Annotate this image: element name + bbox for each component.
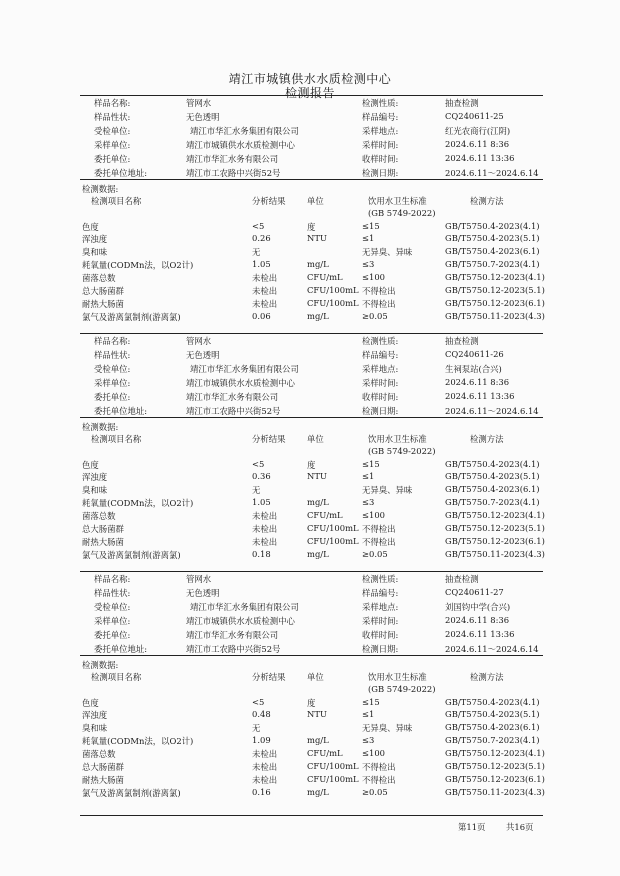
value-sampling-unit: 靖江市城镇供水水质检测中心 (186, 378, 295, 388)
row-method: GB/T5750.4-2023(4.1) (445, 459, 540, 469)
value-sample-name: 管网水 (186, 574, 212, 584)
value-test-date: 2024.6.11～2024.6.14 (445, 406, 539, 416)
value-sampling-location: 红光农商行(江阴) (445, 126, 511, 136)
row-standard: 不得检出 (362, 775, 396, 785)
label-test-date: 检测日期: (362, 644, 399, 654)
value-client-unit: 靖江市华汇水务有限公司 (186, 154, 279, 164)
label-entrusted-unit: 受检单位: (94, 602, 131, 612)
value-sampling-time: 2024.6.11 8:36 (445, 377, 510, 387)
row-result: 0.36 (252, 471, 271, 481)
label-sampling-unit: 采样单位: (94, 616, 131, 626)
row-result: 无 (252, 247, 261, 257)
value-test-property: 抽查检测 (445, 98, 479, 108)
test-data-label: 检测数据: (82, 660, 119, 670)
row-item: 总大肠菌群 (82, 524, 124, 534)
row-standard: ≤100 (362, 510, 386, 520)
section-bottom-rule (80, 815, 543, 816)
value-entrusted-unit: 靖江市华汇水务集团有限公司 (190, 364, 299, 374)
row-result: 1.05 (252, 497, 271, 507)
section-info-rule (80, 179, 543, 180)
row-item: 浑浊度 (82, 234, 108, 244)
row-item: 氯气及游离氯制剂(游离氯) (82, 312, 181, 322)
report-org-title: 靖江市城镇供水水质检测中心 (228, 72, 392, 86)
value-sample-no: CQ240611-25 (445, 111, 504, 121)
row-unit: 度 (307, 222, 316, 232)
row-result: 未检出 (252, 511, 278, 521)
col-header-result: 分析结果 (252, 434, 286, 444)
label-test-property: 检测性质: (362, 98, 399, 108)
row-method: GB/T5750.4-2023(5.1) (445, 471, 540, 481)
value-test-property: 抽查检测 (445, 336, 479, 346)
label-sample-property: 样品性状: (94, 112, 131, 122)
label-sample-name: 样品名称: (94, 574, 131, 584)
col-header-method: 检测方法 (470, 434, 504, 444)
row-result: 无 (252, 485, 261, 495)
row-unit: CFU/100mL (307, 536, 359, 546)
value-sampling-location: 刘国钧中学(合兴) (445, 602, 511, 612)
row-item: 耐热大肠菌 (82, 775, 124, 785)
label-entrusted-unit: 受检单位: (94, 126, 131, 136)
value-sample-property: 无色透明 (186, 350, 220, 360)
col-header-item: 检测项目名称 (91, 672, 142, 682)
row-standard: ≤15 (362, 459, 380, 469)
label-sample-no: 样品编号: (362, 112, 399, 122)
row-item: 臭和味 (82, 247, 108, 257)
label-entrusted-unit: 受检单位: (94, 364, 131, 374)
row-method: GB/T5750.4-2023(4.1) (445, 697, 540, 707)
row-method: GB/T5750.4-2023(5.1) (445, 709, 540, 719)
section-info-rule (80, 655, 543, 656)
section-top-rule (80, 95, 543, 96)
value-entrusted-unit: 靖江市华汇水务集团有限公司 (190, 126, 299, 136)
row-method: GB/T5750.7-2023(4.1) (445, 497, 540, 507)
row-result: 未检出 (252, 286, 278, 296)
value-sampling-location: 生祠泵站(合兴) (445, 364, 502, 374)
row-unit: 度 (307, 460, 316, 470)
value-client-unit: 靖江市华汇水务有限公司 (186, 392, 279, 402)
row-method: GB/T5750.11-2023(4.3) (445, 549, 545, 559)
value-receive-time: 2024.6.11 13:36 (445, 153, 515, 163)
row-method: GB/T5750.7-2023(4.1) (445, 735, 540, 745)
row-standard: ≤3 (362, 259, 375, 269)
label-client-unit: 委托单位: (94, 630, 131, 640)
row-result: 未检出 (252, 537, 278, 547)
col-header-standard-code: (GB 5749-2022) (368, 684, 436, 694)
row-method: GB/T5750.7-2023(4.1) (445, 259, 540, 269)
label-test-date: 检测日期: (362, 168, 399, 178)
row-unit: NTU (307, 233, 327, 243)
col-header-result: 分析结果 (252, 196, 286, 206)
label-receive-time: 收样时间: (362, 392, 399, 402)
row-unit: mg/L (307, 311, 329, 321)
row-result: <5 (252, 459, 265, 469)
row-method: GB/T5750.4-2023(5.1) (445, 233, 540, 243)
row-item: 菌落总数 (82, 511, 116, 521)
label-sampling-time: 采样时间: (362, 616, 399, 626)
row-method: GB/T5750.12-2023(4.1) (445, 272, 545, 282)
row-result: 未检出 (252, 524, 278, 534)
value-test-date: 2024.6.11～2024.6.14 (445, 644, 539, 654)
page-total: 共16页 (506, 822, 534, 832)
row-method: GB/T5750.12-2023(5.1) (445, 523, 545, 533)
row-standard: ≤1 (362, 709, 375, 719)
row-method: GB/T5750.4-2023(6.1) (445, 722, 540, 732)
row-unit: mg/L (307, 549, 329, 559)
row-unit: CFU/mL (307, 748, 343, 758)
row-method: GB/T5750.4-2023(6.1) (445, 246, 540, 256)
label-sampling-location: 采样地点: (362, 126, 399, 136)
row-standard: ≤100 (362, 748, 386, 758)
label-test-property: 检测性质: (362, 336, 399, 346)
row-item: 色度 (82, 222, 99, 232)
label-receive-time: 收样时间: (362, 154, 399, 164)
row-method: GB/T5750.12-2023(4.1) (445, 748, 545, 758)
row-item: 氯气及游离氯制剂(游离氯) (82, 788, 181, 798)
row-standard: ≤100 (362, 272, 386, 282)
label-sample-name: 样品名称: (94, 336, 131, 346)
label-sampling-unit: 采样单位: (94, 378, 131, 388)
row-result: 0.06 (252, 311, 271, 321)
value-sampling-time: 2024.6.11 8:36 (445, 615, 510, 625)
col-header-standard-code: (GB 5749-2022) (368, 446, 436, 456)
label-test-date: 检测日期: (362, 406, 399, 416)
value-test-property: 抽查检测 (445, 574, 479, 584)
col-header-unit: 单位 (307, 672, 324, 682)
row-item: 总大肠菌群 (82, 286, 124, 296)
row-standard: ≤15 (362, 221, 380, 231)
row-unit: NTU (307, 709, 327, 719)
row-item: 氯气及游离氯制剂(游离氯) (82, 550, 181, 560)
value-client-address: 靖江市工农路中兴街52号 (186, 406, 281, 416)
row-unit: CFU/100mL (307, 298, 359, 308)
label-sampling-time: 采样时间: (362, 140, 399, 150)
row-method: GB/T5750.11-2023(4.3) (445, 787, 545, 797)
label-client-address: 委托单位地址: (94, 406, 148, 416)
row-item: 耗氧量(CODMn法，以O2计) (82, 260, 194, 270)
label-sample-no: 样品编号: (362, 588, 399, 598)
row-standard: 无异臭、异味 (362, 247, 413, 257)
label-test-property: 检测性质: (362, 574, 399, 584)
section-info-rule (80, 417, 543, 418)
value-sample-property: 无色透明 (186, 112, 220, 122)
value-sample-property: 无色透明 (186, 588, 220, 598)
row-unit: mg/L (307, 259, 329, 269)
row-unit: CFU/100mL (307, 523, 359, 533)
value-receive-time: 2024.6.11 13:36 (445, 391, 515, 401)
row-method: GB/T5750.12-2023(6.1) (445, 536, 545, 546)
value-sample-name: 管网水 (186, 336, 212, 346)
row-item: 浑浊度 (82, 472, 108, 482)
row-item: 耐热大肠菌 (82, 537, 124, 547)
row-item: 菌落总数 (82, 749, 116, 759)
value-sample-no: CQ240611-26 (445, 349, 504, 359)
row-standard: 无异臭、异味 (362, 723, 413, 733)
row-item: 臭和味 (82, 723, 108, 733)
test-data-label: 检测数据: (82, 184, 119, 194)
row-item: 耗氧量(CODMn法，以O2计) (82, 498, 194, 508)
label-sampling-unit: 采样单位: (94, 140, 131, 150)
row-result: 1.09 (252, 735, 271, 745)
row-method: GB/T5750.12-2023(6.1) (445, 774, 545, 784)
row-item: 耐热大肠菌 (82, 299, 124, 309)
row-item: 菌落总数 (82, 273, 116, 283)
col-header-item: 检测项目名称 (91, 196, 142, 206)
page-number: 第11页 (458, 822, 486, 832)
label-sample-name: 样品名称: (94, 98, 131, 108)
row-method: GB/T5750.11-2023(4.3) (445, 311, 545, 321)
value-receive-time: 2024.6.11 13:36 (445, 629, 515, 639)
row-standard: ≤1 (362, 471, 375, 481)
col-header-standard: 饮用水卫生标准 (368, 196, 427, 206)
row-item: 耗氧量(CODMn法，以O2计) (82, 736, 194, 746)
value-client-unit: 靖江市华汇水务有限公司 (186, 630, 279, 640)
section-top-rule (80, 333, 543, 334)
row-standard: 无异臭、异味 (362, 485, 413, 495)
row-result: <5 (252, 221, 265, 231)
row-method: GB/T5750.12-2023(4.1) (445, 510, 545, 520)
row-unit: NTU (307, 471, 327, 481)
col-header-unit: 单位 (307, 434, 324, 444)
row-result: 0.48 (252, 709, 271, 719)
row-standard: ≤1 (362, 233, 375, 243)
label-sampling-time: 采样时间: (362, 378, 399, 388)
col-header-method: 检测方法 (470, 196, 504, 206)
col-header-standard: 饮用水卫生标准 (368, 672, 427, 682)
row-result: 未检出 (252, 775, 278, 785)
row-standard: 不得检出 (362, 524, 396, 534)
row-unit: CFU/100mL (307, 285, 359, 295)
row-result: 未检出 (252, 299, 278, 309)
row-standard: ≤3 (362, 735, 375, 745)
row-result: 未检出 (252, 749, 278, 759)
value-sampling-unit: 靖江市城镇供水水质检测中心 (186, 616, 295, 626)
row-standard: 不得检出 (362, 286, 396, 296)
row-unit: mg/L (307, 787, 329, 797)
label-client-address: 委托单位地址: (94, 168, 148, 178)
label-sampling-location: 采样地点: (362, 602, 399, 612)
row-result: 未检出 (252, 273, 278, 283)
row-item: 臭和味 (82, 485, 108, 495)
row-method: GB/T5750.12-2023(6.1) (445, 298, 545, 308)
value-sampling-time: 2024.6.11 8:36 (445, 139, 510, 149)
row-result: <5 (252, 697, 265, 707)
label-client-address: 委托单位地址: (94, 644, 148, 654)
label-sample-property: 样品性状: (94, 350, 131, 360)
row-unit: mg/L (307, 497, 329, 507)
row-item: 总大肠菌群 (82, 762, 124, 772)
section-top-rule (80, 571, 543, 572)
row-standard: 不得检出 (362, 299, 396, 309)
label-sample-no: 样品编号: (362, 350, 399, 360)
row-item: 浑浊度 (82, 710, 108, 720)
row-unit: CFU/100mL (307, 761, 359, 771)
row-method: GB/T5750.12-2023(5.1) (445, 761, 545, 771)
label-client-unit: 委托单位: (94, 154, 131, 164)
row-unit: mg/L (307, 735, 329, 745)
row-standard: ≥0.05 (362, 549, 388, 559)
value-client-address: 靖江市工农路中兴街52号 (186, 168, 281, 178)
row-standard: ≤15 (362, 697, 380, 707)
value-entrusted-unit: 靖江市华汇水务集团有限公司 (190, 602, 299, 612)
label-sample-property: 样品性状: (94, 588, 131, 598)
row-method: GB/T5750.12-2023(5.1) (445, 285, 545, 295)
row-unit: CFU/100mL (307, 774, 359, 784)
value-sampling-unit: 靖江市城镇供水水质检测中心 (186, 140, 295, 150)
row-result: 0.16 (252, 787, 271, 797)
row-method: GB/T5750.4-2023(6.1) (445, 484, 540, 494)
value-test-date: 2024.6.11～2024.6.14 (445, 168, 539, 178)
row-unit: CFU/mL (307, 510, 343, 520)
row-standard: ≤3 (362, 497, 375, 507)
label-sampling-location: 采样地点: (362, 364, 399, 374)
col-header-standard: 饮用水卫生标准 (368, 434, 427, 444)
row-method: GB/T5750.4-2023(4.1) (445, 221, 540, 231)
row-result: 1.05 (252, 259, 271, 269)
row-result: 无 (252, 723, 261, 733)
value-client-address: 靖江市工农路中兴街52号 (186, 644, 281, 654)
row-unit: 度 (307, 698, 316, 708)
row-item: 色度 (82, 698, 99, 708)
row-standard: 不得检出 (362, 537, 396, 547)
row-standard: ≥0.05 (362, 311, 388, 321)
col-header-result: 分析结果 (252, 672, 286, 682)
col-header-method: 检测方法 (470, 672, 504, 682)
col-header-standard-code: (GB 5749-2022) (368, 208, 436, 218)
report-subtitle: 检测报告 (284, 86, 335, 100)
label-client-unit: 委托单位: (94, 392, 131, 402)
row-unit: CFU/mL (307, 272, 343, 282)
value-sample-name: 管网水 (186, 98, 212, 108)
test-data-label: 检测数据: (82, 422, 119, 432)
row-item: 色度 (82, 460, 99, 470)
row-result: 未检出 (252, 762, 278, 772)
row-result: 0.18 (252, 549, 271, 559)
col-header-item: 检测项目名称 (91, 434, 142, 444)
col-header-unit: 单位 (307, 196, 324, 206)
label-receive-time: 收样时间: (362, 630, 399, 640)
row-result: 0.26 (252, 233, 271, 243)
value-sample-no: CQ240611-27 (445, 587, 504, 597)
row-standard: ≥0.05 (362, 787, 388, 797)
row-standard: 不得检出 (362, 762, 396, 772)
